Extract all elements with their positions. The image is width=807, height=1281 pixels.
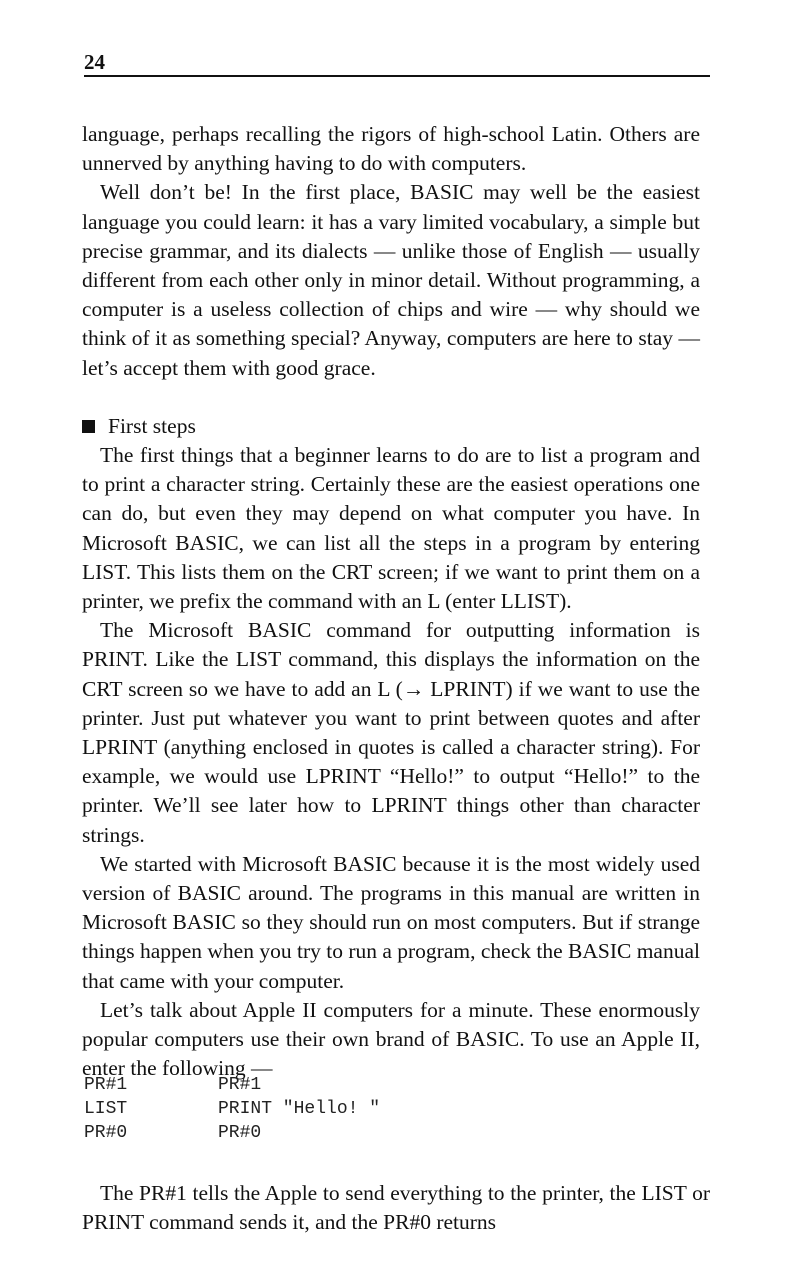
section-heading: [82, 412, 700, 441]
header-rule: [84, 75, 710, 77]
code-cell: PR#0: [84, 1123, 128, 1143]
paragraph: Let’s talk about Apple II computers for a minute. These enormously popular computers use their own brand of BASIC. To use an Apple II, enter the following —: [82, 997, 700, 1081]
page-number: 24: [84, 50, 105, 74]
code-cell: PR#0: [218, 1123, 262, 1143]
code-row: [84, 1121, 380, 1145]
paragraph: The first things that a beginner learns to do are to list a program and to print a character string. Certainly these are the easiest operations one can do, but even they may depend on what computer you have. In Microsoft BASIC, we can list all the steps in a program by entering LIST. This lists them on the CRT screen; if we want to print them on a printer, we prefix the command with an L (enter LLIST).: [82, 443, 700, 614]
section-heading-label: First steps: [108, 413, 196, 438]
paragraph: We started with Microsoft BASIC because it is the most widely used version of BASIC around. The programs in this manual are written in Microsoft BASIC so they should run on most computers. But if strange things happen when you try to run a program, check the BASIC manual that came with your computer.: [82, 851, 700, 993]
paragraph: The Microsoft BASIC command for outputting information is PRINT. Like the LIST command, this displays the information on the CRT screen so we have to add an L (→ LPRINT) if we want to use the printer. Just put whatever you want to print between quotes and after LPRINT (anything enclosed in quotes is called a character string). For example, we would use LPRINT “Hello!” to output “Hello!” to the printer. We’ll see later how to LPRINT things other than character strings.: [82, 618, 700, 847]
body-text-continued: [82, 1179, 710, 1237]
code-cell: PR#1: [84, 1075, 128, 1095]
square-bullet-icon: [82, 420, 95, 433]
code-cell: LIST: [84, 1099, 128, 1119]
code-row: [84, 1097, 380, 1121]
code-block: [84, 1073, 380, 1145]
code-row: [84, 1073, 380, 1097]
code-cell: PR#1: [218, 1075, 262, 1095]
paragraph: The PR#1 tells the Apple to send everything to the printer, the LIST or PRINT command sends it, and the PR#0 returns: [82, 1181, 710, 1235]
code-cell: PRINT "Hello! ": [218, 1099, 381, 1119]
body-text: [82, 120, 700, 1084]
paragraph: language, perhaps recalling the rigors of high-school Latin. Others are unnerved by anything having to do with computers.: [82, 122, 700, 176]
paragraph: Well don’t be! In the first place, BASIC may well be the easiest language you could learn: it has a vary limited vocabulary, a simple but precise grammar, and its dialects — unlike those of English — usually different from each other only in minor detail. Without programming, a computer is a useless collection of chips and wire — why should we think of it as something special? Anyway, computers are here to stay — let’s accept them with good grace.: [82, 180, 700, 380]
